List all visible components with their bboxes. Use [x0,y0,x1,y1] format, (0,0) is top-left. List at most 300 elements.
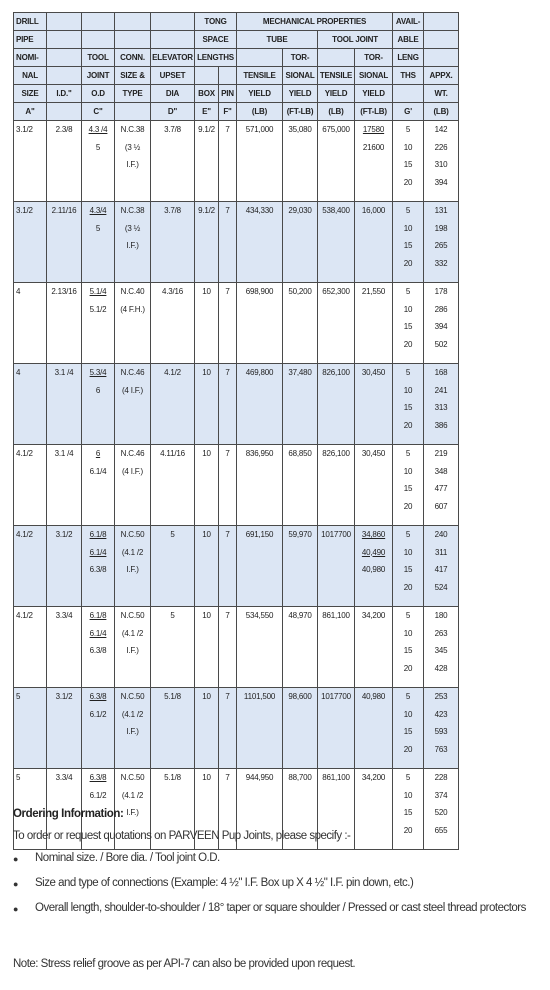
cell-lengths-line: 15 [403,565,413,574]
cell-tube-tensile [237,202,283,283]
cell-lengths-line: 15 [403,241,413,250]
cell-lengths-line: 20 [403,339,413,349]
cell-weights-line: 394 [434,322,448,331]
cell-connection [115,283,151,364]
header-drill-pipe-3: NOMI- [14,49,47,67]
cell-pin-length [219,121,237,202]
cell-tool-joint-od-line: 5 [95,223,101,233]
cell-tube-torsional-line: 68,850 [288,449,312,458]
header-tj-torsional-3: YIELD [355,85,393,103]
cell-connection-line: N.C.38 [120,125,145,134]
cell-elevator-dia [151,121,195,202]
cell-lengths-line: 10 [403,304,413,314]
ordering-bullet-text: Nominal size. / Bore dia. / Tool joint O.D. [35,852,220,864]
cell-pin-length [219,202,237,283]
cell-weights-line: 265 [434,241,448,250]
cell-tool-joint-od [82,121,115,202]
cell-tj-tensile-line: 538,400 [322,206,350,215]
table-row [14,526,538,607]
cell-size-line: 3.1/2 [16,125,33,134]
cell-elevator-dia [151,607,195,688]
cell-tool-joint-od-line: 5.3/4 [89,368,107,377]
header-avail-5: G' [393,103,424,121]
cell-weights-line: 394 [434,177,448,187]
cell-tube-torsional-line: 35,080 [288,125,312,134]
cell-lengths [393,283,424,364]
ordering-bullet-item [13,877,543,892]
cell-weights-line: 423 [434,709,448,719]
cell-elevator-dia-line: 4.1/2 [164,368,181,377]
cell-weights-line: 345 [434,646,448,655]
table-row [14,202,538,283]
cell-weights-line: 417 [434,565,448,574]
cell-lengths-line: 5 [405,287,411,296]
cell-lengths-line: 15 [403,484,413,493]
cell-tool-joint-od-line: 6.1/4 [89,547,107,557]
cell-tj-tensile-line: 826,100 [322,449,350,458]
cell-box-length [195,202,219,283]
header-tool-joint: TOOL JOINT [318,31,393,49]
cell-lengths-line: 20 [403,177,413,187]
header-tube-tensile-1: TENSILE [237,67,283,85]
header-tool-od-1: TOOL [82,49,115,67]
cell-connection-line: (4.1 /2 [121,790,144,800]
cell-lengths [393,202,424,283]
drill-pipe-specification-table [13,12,538,850]
cell-size [14,526,47,607]
cell-elevator-dia-line: 4.11/16 [160,449,185,458]
cell-tube-tensile [237,121,283,202]
cell-box-length-line: 9.1/2 [198,125,215,134]
filled-circle-bullet-icon: ● [13,879,18,889]
header-tube-torsional-1: TOR- [283,49,318,67]
cell-id-line: 3.1/2 [55,692,73,701]
cell-connection-line: (3 ½ [124,223,141,233]
cell-weights [424,445,459,526]
cell-id [47,688,82,769]
cell-lengths-line: 10 [403,385,413,395]
header-tj-torsional-2: SIONAL [355,67,393,85]
cell-lengths-line: 15 [403,160,413,169]
cell-id [47,607,82,688]
cell-pin-length-line: 7 [225,611,230,620]
cell-pin-length-line: 7 [225,287,230,296]
cell-lengths-line: 5 [405,773,411,782]
cell-connection-line: I.F.) [126,808,139,817]
cell-tube-torsional-line: 48,970 [288,611,312,620]
cell-tool-joint-od-line: 6.1/8 [89,611,107,620]
cell-lengths [393,688,424,769]
cell-lengths-line: 5 [405,125,411,134]
cell-tj-torsional-line: 34,860 [361,530,386,539]
cell-connection [115,364,151,445]
cell-pin-length [219,607,237,688]
cell-weights-line: 311 [434,547,448,557]
cell-box-length-line: 10 [202,773,211,782]
cell-connection [115,526,151,607]
cell-weights-line: 253 [434,692,448,701]
cell-lengths-line: 10 [403,466,413,476]
cell-lengths [393,607,424,688]
cell-weights-line: 332 [434,258,448,268]
cell-tool-joint-od-line: 4.3 /4 [88,125,108,134]
header-tool-od-2: JOINT [82,67,115,85]
cell-weights-line: 655 [434,825,448,835]
cell-tool-joint-od-line: 4.3/4 [89,206,107,215]
header-elevator-1: ELEVATOR [151,49,195,67]
header-tool-od-3: O.D [82,85,115,103]
cell-tool-joint-od [82,526,115,607]
cell-id [47,526,82,607]
cell-tj-torsional-line: 40,980 [361,692,386,701]
cell-connection-line: N.C.50 [120,530,145,539]
cell-weights-line: 593 [434,727,448,736]
header-elevator-3: DIA [151,85,195,103]
cell-id-line: 2.13/16 [51,287,77,296]
cell-id [47,364,82,445]
cell-tj-tensile-line: 652,300 [322,287,350,296]
cell-tool-joint-od-line: 6.3/8 [89,692,107,701]
cell-id [47,121,82,202]
cell-tj-torsional-line: 30,450 [361,449,386,458]
ordering-bullet-text: Size and type of connections (Example: 4 ½" I.F. Box up X 4 ½" I.F. pin down, etc.) [35,877,414,889]
cell-lengths [393,526,424,607]
cell-tool-joint-od [82,607,115,688]
cell-id [47,445,82,526]
cell-elevator-dia-line: 5 [170,611,175,620]
header-tj-torsional-1: TOR- [355,49,393,67]
cell-connection [115,202,151,283]
cell-connection-line: (4.1 /2 [121,547,144,557]
cell-id-line: 3.3/4 [55,773,73,782]
cell-tj-torsional-line: 34,200 [361,611,386,620]
cell-tj-torsional-line: 21,550 [361,287,386,296]
cell-lengths-line: 5 [405,449,411,458]
header-mechanical-properties: MECHANICAL PROPERTIES [237,13,393,31]
cell-tool-joint-od [82,688,115,769]
header-drill-pipe-2: PIPE [14,31,47,49]
cell-tube-torsional-line: 59,970 [288,530,312,539]
cell-pin-length-line: 7 [225,368,230,377]
cell-weights [424,283,459,364]
cell-tj-tensile-line: 861,100 [322,611,350,620]
header-tong-1: TONG [195,13,237,31]
cell-tube-tensile-line: 534,550 [245,611,274,620]
cell-tj-torsional [355,283,393,364]
cell-weights [424,607,459,688]
cell-weights-line: 607 [434,501,448,511]
cell-weights-line: 286 [434,304,448,314]
ordering-bullet-item [13,902,543,917]
cell-connection-line: I.F.) [126,565,139,574]
cell-lengths-line: 20 [403,258,413,268]
cell-pin-length-line: 7 [225,125,230,134]
table-row [14,688,538,769]
header-conn-1: CONN. [115,49,151,67]
note-text: Note: Stress relief groove as per API-7 can also be provided upon request. [13,958,356,970]
cell-tj-torsional-line: 30,450 [361,368,386,377]
cell-tj-tensile [318,445,355,526]
header-tj-tensile-1: TENSILE [318,67,355,85]
cell-pin-length-line: 7 [225,449,230,458]
header-wt-1: APPX. [424,67,459,85]
cell-lengths-line: 10 [403,628,413,638]
cell-size [14,202,47,283]
cell-tj-tensile [318,607,355,688]
cell-tube-tensile [237,364,283,445]
cell-connection-line: N.C.50 [120,692,145,701]
cell-elevator-dia-line: 4.3/16 [161,287,184,296]
cell-size [14,121,47,202]
cell-lengths-line: 15 [403,403,413,412]
cell-box-length [195,607,219,688]
cell-weights-line: 313 [434,403,448,412]
cell-lengths-line: 15 [403,322,413,331]
table-row [14,445,538,526]
cell-connection-line: (4.1 /2 [121,709,144,719]
cell-connection-line: I.F.) [126,241,139,250]
table-row [14,364,538,445]
cell-weights-line: 477 [434,484,448,493]
cell-size-line: 4.1/2 [16,530,33,539]
cell-elevator-dia [151,526,195,607]
cell-tj-torsional-line: 40,490 [361,547,386,557]
table-row [14,121,538,202]
cell-tj-torsional-line: 40,980 [361,565,386,574]
cell-tool-joint-od [82,283,115,364]
cell-tube-tensile-line: 944,950 [245,773,274,782]
header-tool-od-4: C" [82,103,115,121]
header-tube: TUBE [237,31,318,49]
cell-pin-length-line: 7 [225,773,230,782]
cell-lengths-line: 5 [405,206,411,215]
cell-box-length [195,526,219,607]
cell-weights-line: 520 [434,808,448,817]
cell-box-length [195,445,219,526]
cell-weights-line: 263 [434,628,448,638]
cell-lengths-line: 20 [403,501,413,511]
cell-connection-line: I.F.) [126,727,139,736]
header-tj-tensile-3: (LB) [318,103,355,121]
header-conn-3: TYPE [115,85,151,103]
cell-size-line: 4 [16,368,21,377]
cell-weights-line: 241 [434,385,448,395]
cell-elevator-dia-line: 3.7/8 [164,206,181,215]
cell-lengths-line: 20 [403,663,413,673]
cell-weights [424,688,459,769]
header-tube-tensile-3: (LB) [237,103,283,121]
header-drill-pipe-5: SIZE [14,85,47,103]
cell-tube-torsional-line: 37,480 [288,368,312,377]
cell-id-line: 2.11/16 [51,206,77,215]
cell-tool-joint-od [82,445,115,526]
cell-lengths-line: 5 [405,530,411,539]
cell-elevator-dia [151,445,195,526]
cell-elevator-dia-line: 3.7/8 [164,125,181,134]
cell-tj-tensile-line: 675,000 [322,125,350,134]
cell-tube-torsional-line: 50,200 [288,287,312,296]
ordering-intro: To order or request quotations on PARVEEN Pup Joints, please specify :- [13,830,351,842]
cell-box-length-line: 10 [202,449,211,458]
cell-box-length-line: 9.1/2 [198,206,215,215]
cell-tube-torsional [283,607,318,688]
cell-size [14,445,47,526]
cell-tool-joint-od-line: 6.1/4 [89,628,107,638]
cell-weights [424,364,459,445]
table-row [14,607,538,688]
cell-lengths-line: 20 [403,582,413,592]
cell-connection-line: N.C.46 [120,368,145,377]
header-tj-torsional-4: (FT-LB) [355,103,393,121]
cell-tj-torsional-line: 34,200 [361,773,386,782]
cell-box-length-line: 10 [202,611,211,620]
cell-lengths-line: 10 [403,223,413,233]
header-tube-torsional-3: YIELD [283,85,318,103]
header-avail-3: LENG [393,49,424,67]
header-tube-torsional-2: SIONAL [283,67,318,85]
header-drill-pipe-1: DRILL [14,13,47,31]
header-box-2: E" [195,103,219,121]
cell-tube-tensile [237,445,283,526]
cell-tj-torsional [355,445,393,526]
header-elevator-2: UPSET [151,67,195,85]
cell-tj-tensile-line: 861,100 [322,773,350,782]
cell-connection-line: (4.1 /2 [121,628,144,638]
table-row [14,283,538,364]
cell-connection-line: (4 F.H.) [120,304,145,314]
cell-weights-line: 226 [434,142,448,152]
cell-size [14,283,47,364]
cell-box-length [195,283,219,364]
cell-tool-joint-od-line: 6.1/2 [89,790,107,800]
cell-lengths [393,445,424,526]
cell-box-length [195,688,219,769]
cell-tool-joint-od-line: 5.1/4 [89,287,107,296]
cell-connection-line: N.C.50 [120,611,145,620]
cell-weights-line: 428 [434,663,448,673]
cell-pin-length [219,688,237,769]
cell-tube-tensile-line: 691,150 [245,530,274,539]
cell-tube-torsional [283,364,318,445]
ordering-bullet-text: Overall length, shoulder-to-shoulder / 18° taper or square shoulder / Pressed or cast steel thread protectors [35,902,526,914]
cell-tool-joint-od-line: 6.1/8 [89,530,107,539]
cell-size-line: 4 [16,287,21,296]
cell-weights-line: 131 [434,206,448,215]
cell-id-line: 3.3/4 [55,611,73,620]
cell-tube-tensile-line: 571,000 [245,125,274,134]
cell-pin-length [219,526,237,607]
cell-id [47,202,82,283]
cell-tube-torsional-line: 29,030 [288,206,312,215]
cell-tool-joint-od [82,202,115,283]
cell-tool-joint-od-line: 6 [95,385,101,395]
cell-connection [115,445,151,526]
header-avail-1: AVAIL- [393,13,424,31]
cell-tool-joint-od-line: 6.1/2 [89,709,107,719]
cell-pin-length [219,445,237,526]
cell-box-length-line: 10 [202,368,211,377]
cell-lengths-line: 15 [403,808,413,817]
cell-tube-torsional [283,121,318,202]
cell-lengths-line: 5 [405,611,411,620]
cell-weights-line: 524 [434,582,448,592]
cell-weights-line: 142 [434,125,448,134]
header-pin-2: F" [219,103,237,121]
cell-connection [115,121,151,202]
header-wt-2: WT. [424,85,459,103]
cell-lengths-line: 10 [403,709,413,719]
cell-tj-torsional-line: 17580 [362,125,385,134]
ordering-title: Ordering Information: [13,808,124,820]
cell-connection [115,688,151,769]
cell-tj-torsional [355,526,393,607]
cell-tj-torsional [355,607,393,688]
cell-size [14,607,47,688]
cell-pin-length [219,283,237,364]
cell-tube-torsional [283,283,318,364]
cell-elevator-dia [151,364,195,445]
cell-elevator-dia-line: 5.1/8 [164,692,181,701]
ordering-bullet-item [13,852,543,867]
cell-lengths [393,364,424,445]
cell-tool-joint-od-line: 6.3/8 [89,773,107,782]
table-body [14,121,538,850]
cell-pin-length-line: 7 [225,530,230,539]
header-drill-pipe-4: NAL [14,67,47,85]
cell-id [47,283,82,364]
cell-pin-length-line: 7 [225,206,230,215]
cell-box-length [195,121,219,202]
cell-tube-tensile-line: 698,900 [245,287,274,296]
cell-tool-joint-od-line: 6.3/8 [89,646,107,655]
cell-connection-line: I.F.) [126,646,139,655]
cell-tool-joint-od-line: 6.3/8 [89,565,107,574]
header-wt-3: (LB) [424,103,459,121]
cell-weights-line: 178 [434,287,448,296]
header-tj-tensile-2: YIELD [318,85,355,103]
cell-tube-torsional-line: 88,700 [288,773,312,782]
header-tube-tensile-2: YIELD [237,85,283,103]
cell-weights-line: 240 [434,530,448,539]
cell-weights-line: 763 [434,744,448,754]
cell-weights-line: 310 [434,160,448,169]
cell-tj-tensile [318,283,355,364]
cell-tj-torsional [355,121,393,202]
cell-tj-torsional-line: 21600 [362,142,385,152]
cell-weights-line: 502 [434,339,448,349]
cell-tube-tensile [237,607,283,688]
cell-tool-joint-od-line: 5 [95,142,101,152]
cell-tj-torsional [355,202,393,283]
cell-tj-tensile-line: 1017700 [321,692,351,701]
cell-tj-tensile [318,526,355,607]
cell-id-line: 3.1/2 [55,530,73,539]
cell-weights-line: 228 [434,773,448,782]
header-drill-pipe-6: A" [14,103,47,121]
cell-lengths-line: 20 [403,420,413,430]
filled-circle-bullet-icon: ● [13,904,18,914]
cell-tj-tensile [318,121,355,202]
cell-lengths [393,121,424,202]
cell-tj-tensile-line: 826,100 [322,368,350,377]
cell-connection-line: N.C.50 [120,773,145,782]
cell-tube-tensile [237,688,283,769]
cell-connection-line: I.F.) [126,160,139,169]
cell-tube-tensile-line: 469,800 [245,368,274,377]
header-tong-3: LENGTHS [195,49,237,67]
cell-weights [424,121,459,202]
cell-tool-joint-od-line: 5.1/2 [89,304,107,314]
